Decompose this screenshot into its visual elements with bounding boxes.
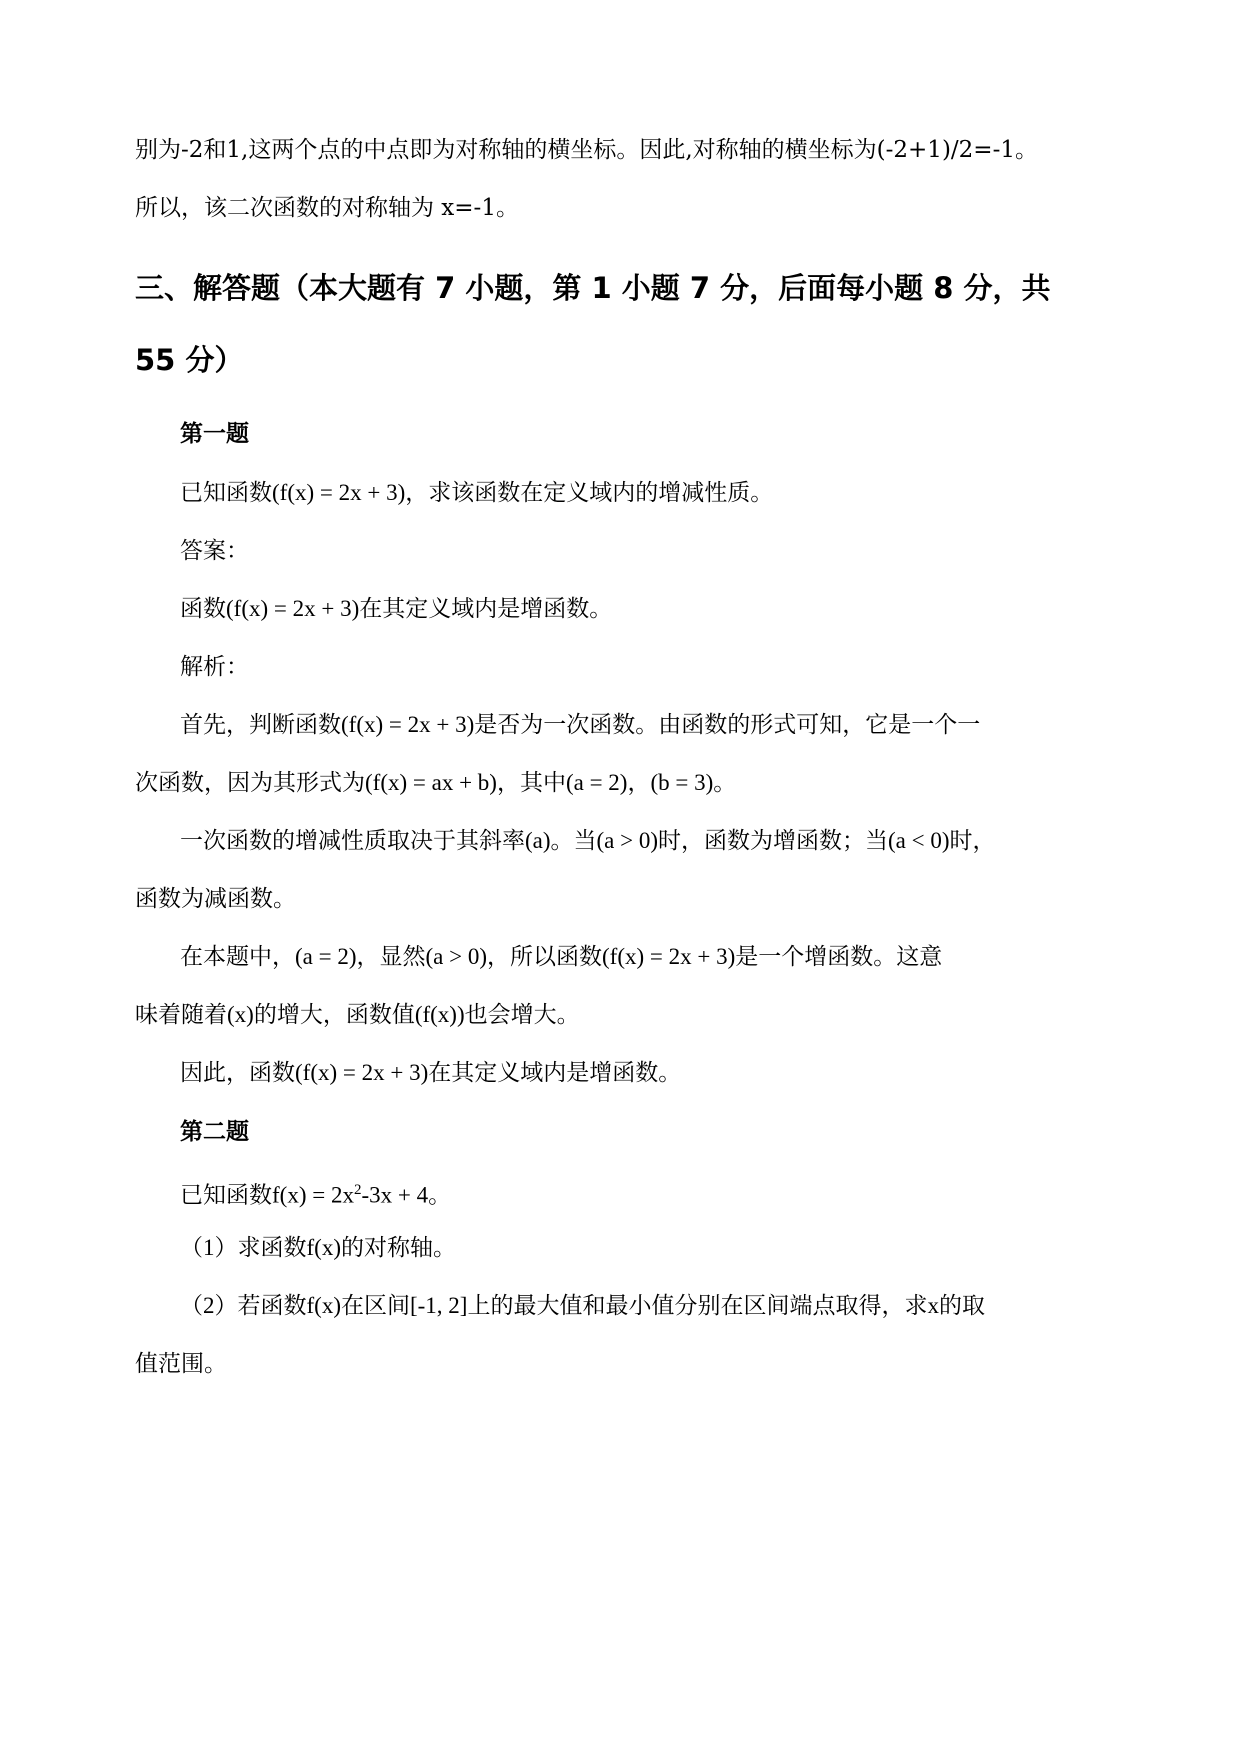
- question-1-analysis-p3-line-1: 在本题中，(a = 2)，显然(a > 0)，所以函数(f(x) = 2x + 3)是一个增函数。这意: [180, 944, 943, 969]
- question-1-analysis-p2-line-1: 一次函数的增减性质取决于其斜率(a)。当(a > 0)时，函数为增函数；当(a < 0)时，: [180, 828, 996, 853]
- question-1-prompt: 已知函数(f(x) = 2x + 3)，求该函数在定义域内的增减性质。: [180, 480, 774, 505]
- question-1-answer-label: 答案：: [180, 538, 249, 564]
- question-2-prompt-exponent: 2: [353, 1182, 362, 1198]
- question-1-analysis-p2-line-2: 函数为减函数。: [135, 886, 296, 912]
- section-heading-line-2: 55 分）: [135, 343, 244, 377]
- question-2-title: 第二题: [180, 1119, 249, 1145]
- question-1-answer: 函数(f(x) = 2x + 3)在其定义域内是增函数。: [180, 596, 613, 621]
- question-1-analysis-p1-line-2: 次函数，因为其形式为(f(x) = ax + b)，其中(a = 2)，(b = 3)。: [135, 770, 737, 795]
- question-1-analysis-label: 解析：: [180, 654, 249, 680]
- question-1-analysis-p1-line-1: 首先，判断函数(f(x) = 2x + 3)是否为一次函数。由函数的形式可知，它是一个一: [180, 712, 981, 737]
- prev-answer-line-2: 所以，该二次函数的对称轴为 x=-1。: [135, 195, 519, 221]
- section-heading-line-1: 三、解答题（本大题有 7 小题，第 1 小题 7 分，后面每小题 8 分，共: [135, 271, 1051, 305]
- question-2-prompt-suffix: -3x + 4。: [361, 1182, 452, 1208]
- question-2-part-2-line-2: 值范围。: [135, 1351, 227, 1377]
- prev-answer-line-1: 别为-2和1,这两个点的中点即为对称轴的横坐标。因此,对称轴的横坐标为(-2+1)/2=-1。: [135, 137, 1038, 163]
- question-2-prompt: [180, 1175, 451, 1211]
- question-1-title: 第一题: [180, 421, 249, 447]
- question-2-part-2-line-1: （2）若函数f(x)在区间[-1, 2]上的最大值和最小值分别在区间端点取得，求x的取: [180, 1293, 985, 1318]
- question-1-analysis-p3-line-2: 味着随着(x)的增大，函数值(f(x))也会增大。: [135, 1002, 580, 1027]
- question-2-prompt-prefix: 已知函数f(x) = 2x: [180, 1182, 354, 1208]
- question-2-part-1: （1）求函数f(x)的对称轴。: [180, 1235, 456, 1260]
- question-1-conclusion: 因此，函数(f(x) = 2x + 3)在其定义域内是增函数。: [180, 1060, 682, 1085]
